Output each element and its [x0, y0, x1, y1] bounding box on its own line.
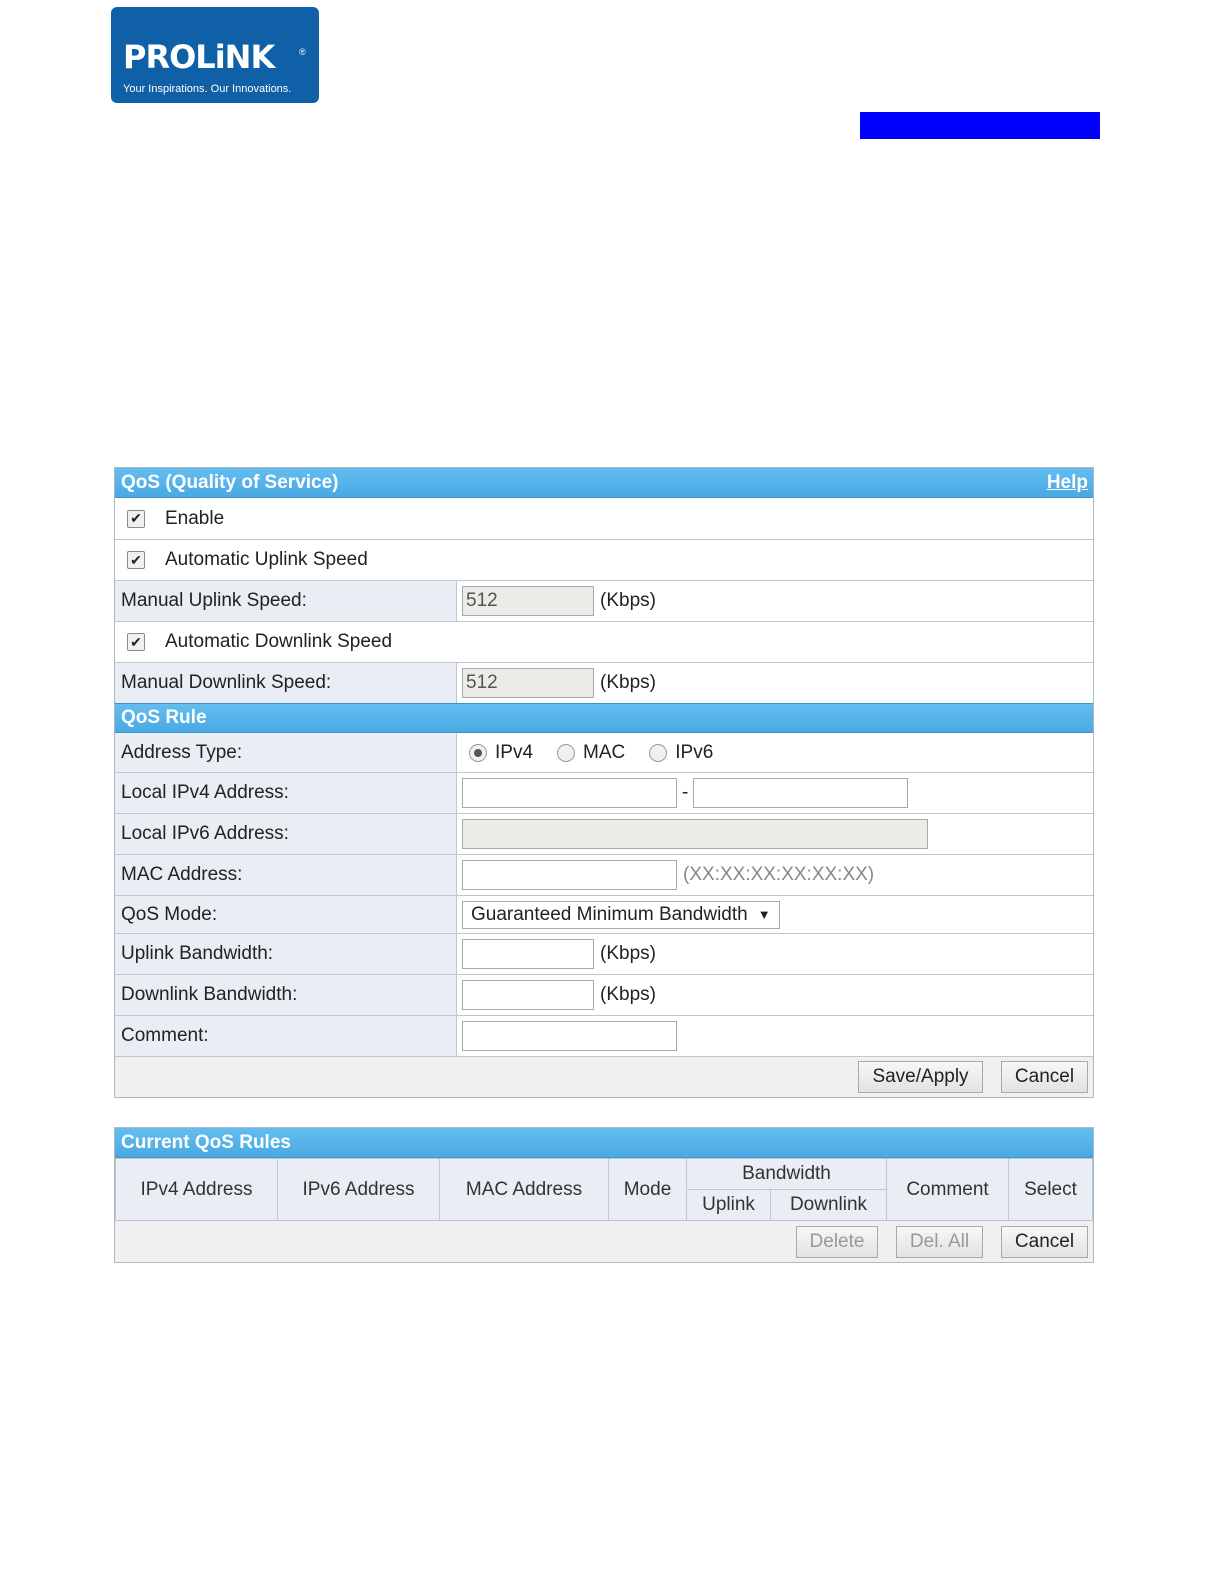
downlink-bandwidth-input[interactable]	[462, 980, 594, 1010]
local-ipv4-row	[115, 772, 1093, 813]
manual-uplink-row	[115, 580, 1093, 621]
downlink-bandwidth-unit: (Kbps)	[600, 984, 656, 1005]
local-ipv6-row	[115, 813, 1093, 854]
col-select: Select	[1009, 1159, 1093, 1221]
radio-mac[interactable]	[557, 744, 575, 762]
comment-input[interactable]	[462, 1021, 677, 1051]
uplink-bandwidth-row	[115, 933, 1093, 974]
local-ipv6-label: Local IPv6 Address:	[115, 814, 457, 854]
local-ipv4-start-input[interactable]	[462, 778, 677, 808]
enable-label: Enable	[165, 507, 225, 529]
qos-mode-select[interactable]	[462, 901, 780, 929]
range-separator: -	[682, 782, 689, 803]
auto-uplink-checkbox[interactable]: ✔	[127, 551, 145, 569]
radio-ipv6[interactable]	[649, 744, 667, 762]
manual-uplink-input[interactable]	[462, 586, 594, 616]
radio-ipv6-label: IPv6	[675, 741, 714, 763]
downlink-bandwidth-label: Downlink Bandwidth:	[115, 975, 457, 1015]
current-rules-header	[115, 1128, 1093, 1158]
prolink-logo	[111, 7, 319, 103]
local-ipv6-input[interactable]	[462, 819, 928, 849]
current-rules-table	[115, 1158, 1093, 1221]
mac-label: MAC Address:	[115, 855, 457, 895]
qos-header	[115, 468, 1093, 498]
qos-title: QoS (Quality of Service)	[121, 471, 339, 493]
auto-downlink-checkbox[interactable]: ✔	[127, 633, 145, 651]
col-comment: Comment	[887, 1159, 1009, 1221]
radio-ipv4-label: IPv4	[495, 741, 534, 763]
accent-bar	[860, 112, 1100, 139]
mac-row	[115, 854, 1093, 895]
address-type-row	[115, 733, 1093, 772]
col-bandwidth: Bandwidth	[687, 1159, 887, 1190]
manual-uplink-unit: (Kbps)	[600, 590, 656, 611]
uplink-bandwidth-input[interactable]	[462, 939, 594, 969]
col-uplink: Uplink	[687, 1190, 771, 1221]
help-link[interactable]: Help	[1046, 471, 1088, 493]
logo-brand-text: PROLiNK	[123, 38, 275, 76]
save-apply-button[interactable]: Save/Apply	[858, 1061, 983, 1093]
cancel-button[interactable]: Cancel	[1001, 1061, 1088, 1093]
mac-format-hint: (XX:XX:XX:XX:XX:XX)	[683, 864, 875, 885]
comment-label: Comment:	[115, 1016, 457, 1056]
delete-all-button[interactable]: Del. All	[896, 1226, 983, 1258]
auto-uplink-label: Automatic Uplink Speed	[165, 549, 368, 570]
address-type-label: Address Type:	[115, 733, 457, 772]
manual-uplink-label: Manual Uplink Speed:	[115, 581, 457, 621]
col-downlink: Downlink	[771, 1190, 887, 1221]
downlink-bandwidth-row	[115, 974, 1093, 1015]
manual-downlink-row	[115, 662, 1093, 703]
auto-downlink-label: Automatic Downlink Speed	[165, 631, 393, 652]
auto-downlink-row	[115, 621, 1093, 662]
radio-mac-label: MAC	[583, 741, 626, 763]
qos-panel	[114, 467, 1094, 1098]
current-rules-panel	[114, 1127, 1094, 1263]
col-mode: Mode	[609, 1159, 687, 1221]
enable-row	[115, 498, 1093, 539]
uplink-bandwidth-unit: (Kbps)	[600, 943, 656, 964]
current-rules-title: Current QoS Rules	[121, 1131, 291, 1153]
logo-tagline: Your Inspirations. Our Innovations.	[123, 83, 292, 95]
manual-downlink-input[interactable]	[462, 668, 594, 698]
qos-rule-header	[115, 703, 1093, 733]
qos-mode-label: QoS Mode:	[115, 896, 457, 933]
auto-uplink-row	[115, 539, 1093, 580]
logo-registered-mark: ®	[299, 47, 306, 57]
local-ipv4-end-input[interactable]	[693, 778, 908, 808]
local-ipv4-label: Local IPv4 Address:	[115, 773, 457, 813]
qos-mode-value: Guaranteed Minimum Bandwidth	[471, 903, 748, 925]
mac-input[interactable]	[462, 860, 677, 890]
comment-row	[115, 1015, 1093, 1056]
current-rules-button-bar	[115, 1221, 1093, 1262]
qos-mode-row	[115, 895, 1093, 933]
qos-rule-title: QoS Rule	[121, 707, 207, 728]
uplink-bandwidth-label: Uplink Bandwidth:	[115, 934, 457, 974]
col-ipv6-address: IPv6 Address	[278, 1159, 440, 1221]
delete-button[interactable]: Delete	[796, 1226, 878, 1258]
rule-button-bar	[115, 1056, 1093, 1097]
manual-downlink-unit: (Kbps)	[600, 672, 656, 693]
chevron-down-icon: ▼	[757, 907, 771, 922]
manual-downlink-label: Manual Downlink Speed:	[115, 663, 457, 703]
col-mac-address: MAC Address	[440, 1159, 609, 1221]
current-cancel-button[interactable]: Cancel	[1001, 1226, 1088, 1258]
radio-ipv4[interactable]	[469, 744, 487, 762]
enable-checkbox[interactable]: ✔	[127, 510, 145, 528]
col-ipv4-address: IPv4 Address	[116, 1159, 278, 1221]
